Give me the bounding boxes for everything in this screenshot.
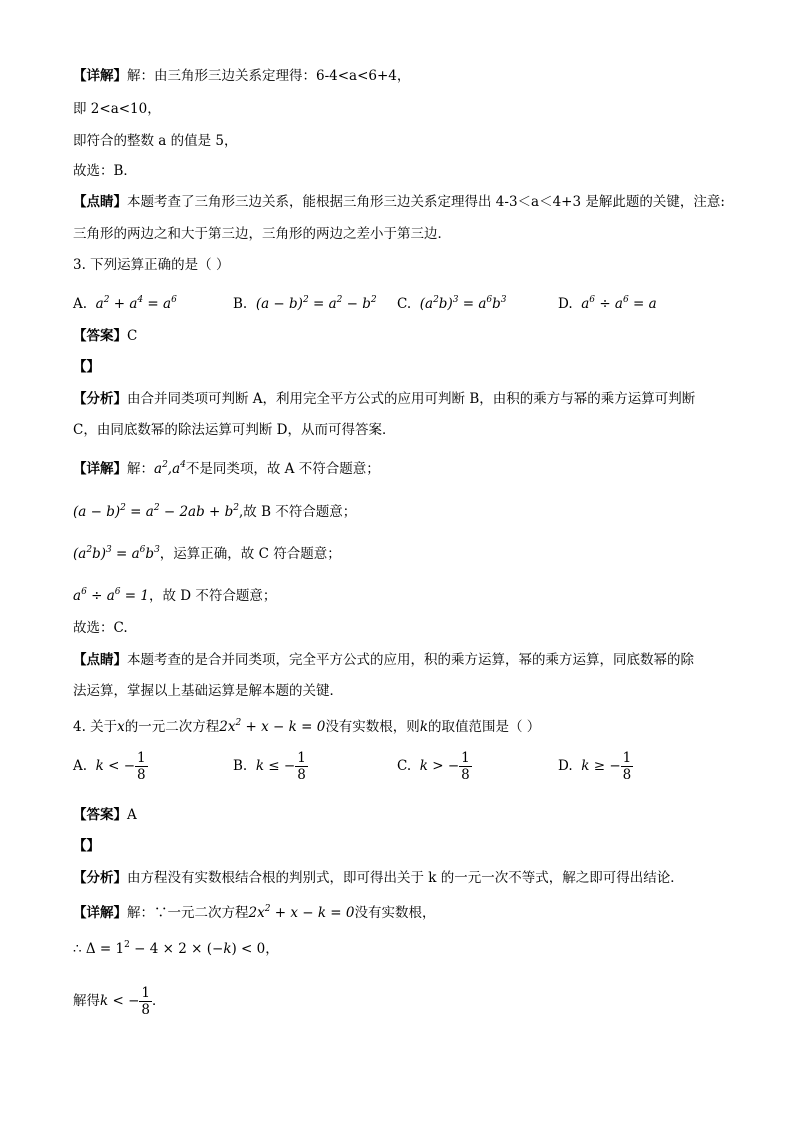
question-stem: 3. 下列运算正确的是（ ） <box>73 257 230 273</box>
formula: $a^6 \div a^6 = 1$ <box>73 587 149 604</box>
formula: $a^6 \div a^6 = a$ <box>581 295 657 312</box>
formula: $a^2 + a^4 = a^6$ <box>95 295 177 312</box>
formula: $2x^2 + x - k = 0$ <box>219 718 326 735</box>
formula: $(a - b)^2 = a^2 - 2ab + b^2$ <box>73 503 239 520</box>
formula: $a^2,a^4$ <box>154 460 186 477</box>
bracket-line: 【】 <box>73 838 100 854</box>
analysis-line: 【分析】由合并同类项可判断 A，利用完全平方公式的应用可判断 B，由积的乘方与幂的乘方运算可判断 <box>73 391 696 407</box>
analysis-line: C，由同底数幂的除法运算可判断 D，从而可得答案． <box>73 422 396 438</box>
detail-line: 【详解】解：∵一元二次方程$2x^2 + x - k = 0$没有实数根， <box>73 904 436 921</box>
formula: $(a^2b)^3 = a^6b^3$ <box>73 545 160 562</box>
comment-line: 【点睛】本题考查了三角形三边关系，能根据三角形三边关系定理得出 4-3＜a＜4+3 是解此题的关键，注意: <box>73 194 725 210</box>
detail-line: 【详解】解：由三角形三边关系定理得：6-4<a<6+4， <box>73 68 411 84</box>
formula: ∴ $\Delta = 1^2 - 4 \times 2 \times (-k) < 0$ <box>73 940 266 957</box>
formula: $2x^2 + x - k = 0$ <box>248 904 355 921</box>
option-c: C. k > − $\frac{1}{8}$ <box>397 750 470 783</box>
bracket-line: 【】 <box>73 359 100 375</box>
analysis-line: 【分析】由方程没有实数根结合根的判别式，即可得出关于 k 的一元一次不等式，解之即可得出结论． <box>73 870 684 886</box>
comment-line: 【点睛】本题考查的是合并同类项，完全平方公式的应用，积的乘方运算，幂的乘方运算，同底数幂的除 <box>73 652 694 668</box>
option-d: D. k ≥ − $\frac{1}{8}$ <box>558 750 632 783</box>
detail-line: $(a^2b)^3 = a^6b^3$，运算正确，故 C 符合题意； <box>73 545 341 562</box>
option-b: B. $(a - b)^2 = a^2 - b^2$ <box>233 295 377 312</box>
detail-line: 【详解】解：$a^2,a^4$不是同类项，故 A 不符合题意； <box>73 460 380 477</box>
text-line: 即符合的整数 a 的值是 5， <box>73 133 238 149</box>
answer-line: 【答案】A <box>73 807 137 823</box>
option-a: A. k < − $\frac{1}{8}$ <box>73 750 146 783</box>
answer-line: 【答案】C <box>73 328 138 344</box>
choice-line: 故选：C. <box>73 620 128 636</box>
detail-line: $a^6 \div a^6 = 1$，故 D 不符合题意； <box>73 587 277 604</box>
detail-line: ∴ $\Delta = 1^2 - 4 \times 2 \times (-k) < 0$， <box>73 940 279 957</box>
comment-line: 法运算，掌握以上基础运算是解本题的关键． <box>73 683 343 699</box>
question-stem: 4. 关于x的一元二次方程$2x^2 + x - k = 0$没有实数根，则k的取值范围是（ ） <box>73 718 541 735</box>
option-d: D. $a^6 \div a^6 = a$ <box>558 295 657 312</box>
solve-line: 解得k < − $\frac{1}{8}$ ． <box>73 985 166 1018</box>
comment-line: 三角形的两边之和大于第三边，三角形的两边之差小于第三边． <box>73 226 451 242</box>
text-line: 即 2<a<10， <box>73 101 161 117</box>
formula: $(a - b)^2 = a^2 - b^2$ <box>255 295 377 312</box>
formula: $(a^2b)^3 = a^6b^3$ <box>419 295 507 312</box>
choice-line: 故选：B． <box>73 163 137 179</box>
option-a: A. $a^2 + a^4 = a^6$ <box>73 295 177 312</box>
option-c: C. $(a^2b)^3 = a^6b^3$ <box>397 295 507 312</box>
option-b: B. k ≤ − $\frac{1}{8}$ <box>233 750 306 783</box>
detail-line: $(a - b)^2 = a^2 - 2ab + b^2$,故 B 不符合题意； <box>73 503 357 520</box>
